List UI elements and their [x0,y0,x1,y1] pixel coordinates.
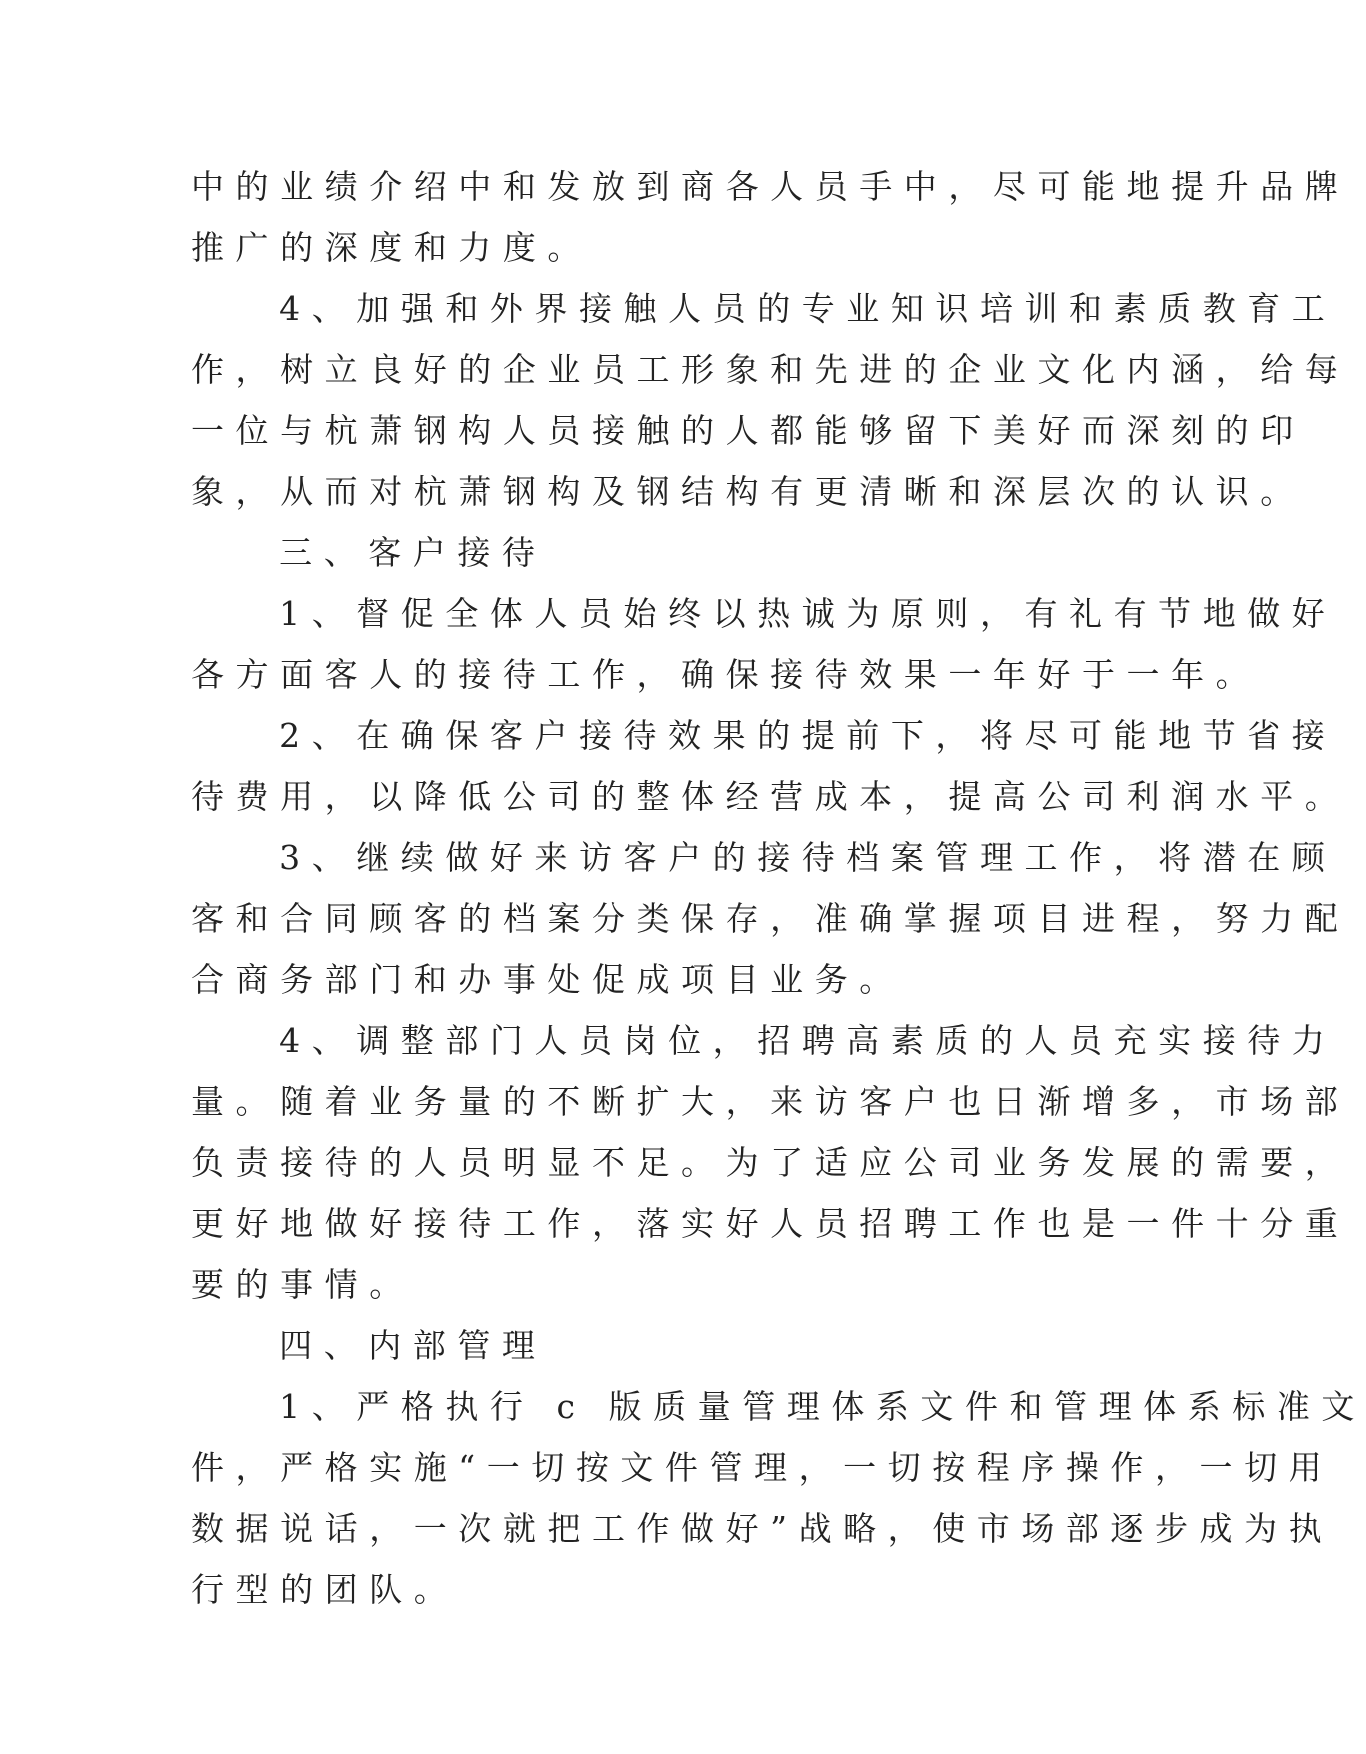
text-line: 一位与杭萧钢构人员接触的人都能够留下美好而深刻的印 [191,411,1305,450]
text-line: 数据说话，一次就把工作做好”战略，使市场部逐步成为执 [191,1509,1334,1548]
text-line: 4、调整部门人员岗位，招聘高素质的人员充实接待力 [191,1021,1337,1060]
text-line: 行型的团队。 [191,1570,459,1609]
text-line: 1、严格执行 c 版质量管理体系文件和管理体系标准文 [191,1387,1366,1426]
text-line: 3、继续做好来访客户的接待档案管理工作，将潜在顾 [191,838,1337,877]
section-heading: 三、客户接待 [191,533,547,572]
text-line: 作，树立良好的企业员工形象和先进的企业文化内涵，给每 [191,350,1350,389]
text-line: 件，严格实施“一切按文件管理，一切按程序操作，一切用 [191,1448,1334,1487]
document-body [191,156,1366,1620]
text-line: 1、督促全体人员始终以热诚为原则，有礼有节地做好 [191,594,1337,633]
text-line: 客和合同顾客的档案分类保存，准确掌握项目进程，努力配 [191,899,1350,938]
text-line: 各方面客人的接待工作，确保接待效果一年好于一年。 [191,655,1261,694]
text-line: 负责接待的人员明显不足。为了适应公司业务发展的需要， [191,1143,1350,1182]
text-line: 更好地做好接待工作，落实好人员招聘工作也是一件十分重 [191,1204,1350,1243]
text-line: 象，从而对杭萧钢构及钢结构有更清晰和深层次的认识。 [191,472,1305,511]
text-line: 推广的深度和力度。 [191,228,592,267]
text-line: 中的业绩介绍中和发放到商各人员手中，尽可能地提升品牌 [191,167,1350,206]
text-line: 4、加强和外界接触人员的专业知识培训和素质教育工 [191,289,1337,328]
text-line: 量。随着业务量的不断扩大，来访客户也日渐增多，市场部 [191,1082,1350,1121]
section-heading: 四、内部管理 [191,1326,547,1365]
text-line: 合商务部门和办事处促成项目业务。 [191,960,904,999]
text-line: 要的事情。 [191,1265,414,1304]
text-line: 2、在确保客户接待效果的提前下，将尽可能地节省接 [191,716,1337,755]
text-line: 待费用，以降低公司的整体经营成本，提高公司利润水平。 [191,777,1350,816]
